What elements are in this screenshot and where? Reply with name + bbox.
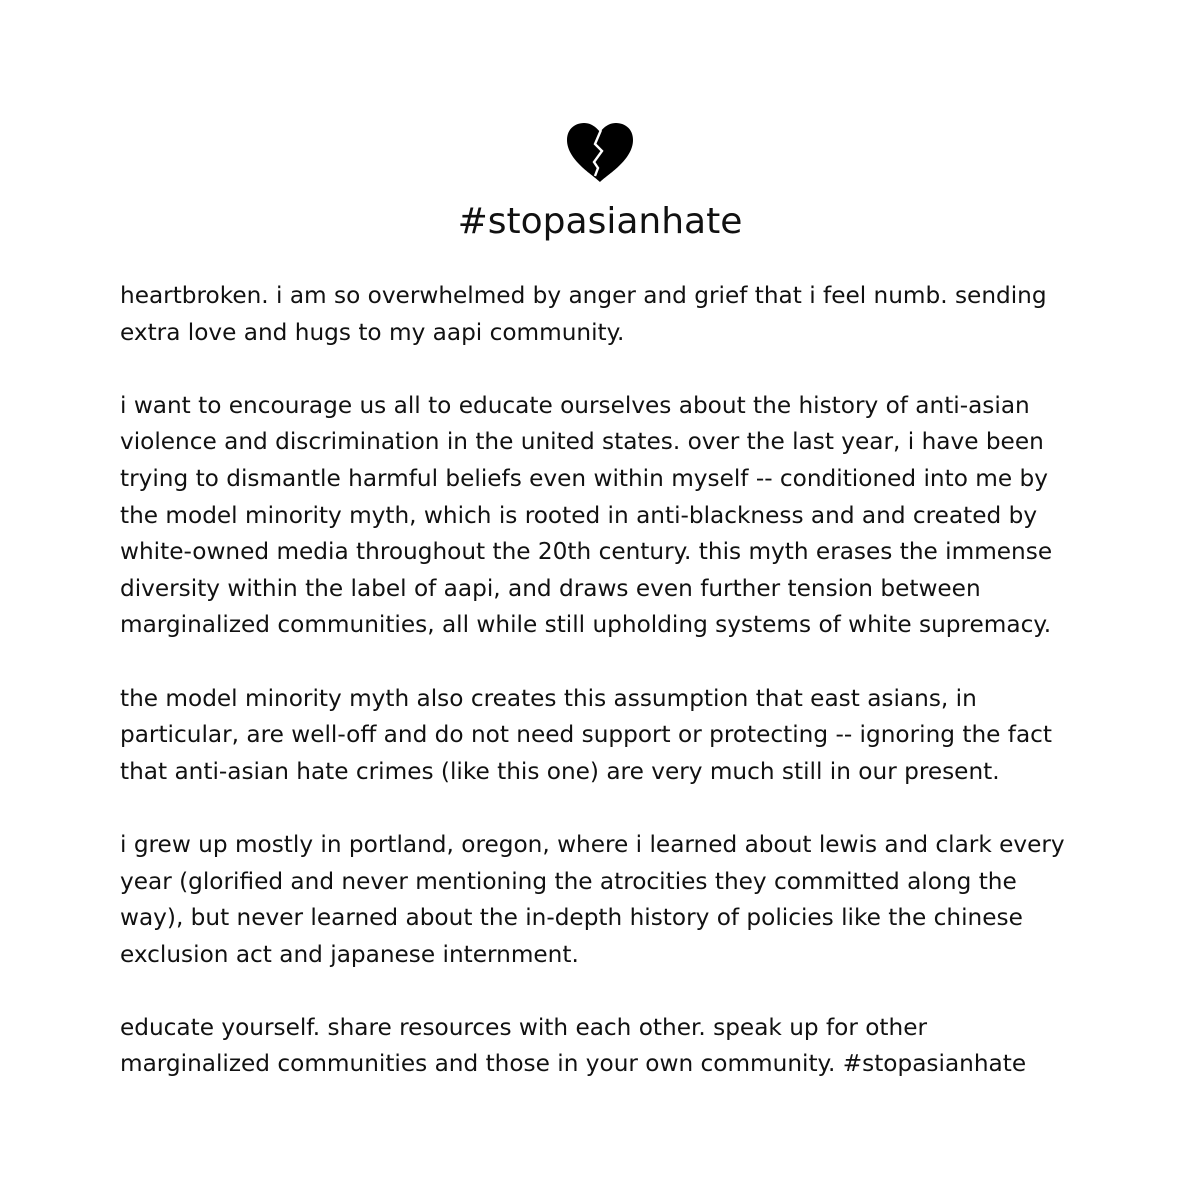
paragraph-5: educate yourself. share resources with each other. speak up for other marginalized communities and those in your own community. #stopasianhate	[120, 1013, 1027, 1078]
paragraph-4: i grew up mostly in portland, oregon, where i learned about lewis and clark every year (glorified and never mentioning the atrocities they committed along the way), but never learned about the in-depth history of policies like the chinese exclusion act and japanese internment.	[120, 830, 1065, 968]
paragraph-3: the model minority myth also creates this assumption that east asians, in particular, are well-off and do not need support or protecting -- ignoring the fact that anti-asian hate crimes (like this one) are very much still in our present.	[120, 684, 1052, 785]
post-body	[120, 278, 1100, 1120]
broken-heart-icon	[565, 122, 635, 184]
paragraph-2: i want to encourage us all to educate ourselves about the history of anti-asian violence and discrimination in the united states. over the last year, i have been trying to dismantle harmful beliefs even within myself -- conditioned into me by the model minority myth, which is rooted in anti-blackness and and created by white-owned media throughout the 20th century. this myth erases the immense diversity within the label of aapi, and draws even further tension between marginalized communities, all while still upholding systems of white supremacy.	[120, 391, 1053, 639]
paragraph-1: heartbroken. i am so overwhelmed by anger and grief that i feel numb. sending extra love and hugs to my aapi community.	[120, 282, 1047, 346]
page-title: #stopasianhate	[457, 201, 743, 242]
broken-heart-icon-container	[0, 122, 1200, 184]
